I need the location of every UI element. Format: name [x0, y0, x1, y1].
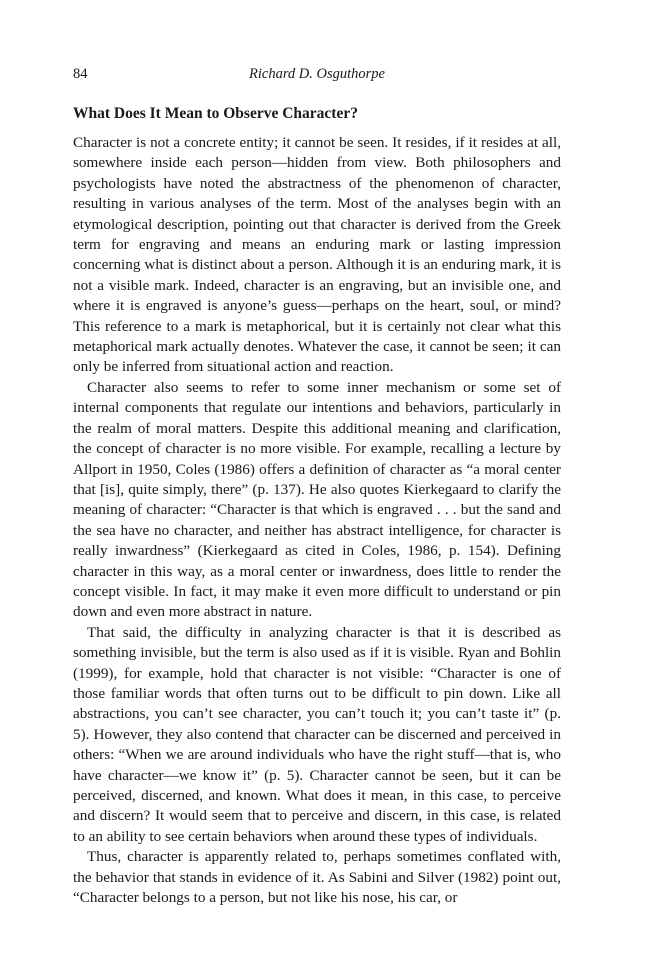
body-text: [73, 133, 561, 908]
section-heading: What Does It Mean to Observe Character?: [73, 105, 358, 122]
paragraph: That said, the difficulty in analyzing character is that it is described as something invisible, but the term is also used as if it is visible. Ryan and Bohlin (1999), for example, hold that character is not visible: “Character is one of those familiar words that often turns out to be difficult to pin down. Like all abstractions, you can’t see character, you can’t touch it; you can’t taste it” (p. 5). However, they also contend that character can be discerned and perceived in others: “When we are around individuals who have the right stuff—that is, who have character—we know it” (p. 5). Character cannot be seen, but it can be perceived, discerned, and known. What does it mean, in this case, to perceive and discern? It would seem that to perceive and discern, in this case, is related to an ability to see certain behaviors when around these types of individuals.: [73, 623, 561, 845]
running-head: [73, 66, 561, 88]
paragraph: Character also seems to refer to some inner mechanism or some set of internal components that regulate our intentions and behaviors, particularly in the realm of moral matters. Despite this additional meaning and clarification, the concept of character is no more visible. For example, recalling a lecture by Allport in 1950, Coles (1986) offers a definition of character as “a moral center that [is], quite simply, there” (p. 137). He also quotes Kierkegaard to clarify the meaning of character: “Character is that which is engraved . . . but the sand and the sea have no character, and neither has abstract intelligence, for character is really inwardness” (Kierkegaard as cited in Coles, 1986, p. 154). Defining character in this way, as a moral center or inwardness, does little to render the concept visible. In fact, it may make it even more difficult to understand or pin down and even more abstract in nature.: [73, 378, 561, 621]
book-page: [73, 66, 561, 908]
paragraph: Thus, character is apparently related to, perhaps sometimes conflated with, the behavior that stands in evidence of it. As Sabini and Silver (1982) point out, “Character belongs to a person, but not like his nose, his car, or: [73, 848, 561, 907]
page-number: 84: [73, 66, 88, 82]
paragraph: Character is not a concrete entity; it cannot be seen. It resides, if it resides at all, somewhere inside each person—hidden from view. Both philosophers and psychologists have noted the abstractness of the phenomenon of character, resulting in various analyses of the term. Most of the analyses begin with an etymological description, pointing out that character is derived from the Greek term for engraving and means an enduring mark or lasting impression concerning what is distinct about a person. Although it is an enduring mark, it is not a visible mark. Indeed, character is an engraving, but an invisible one, and where it is engraved is anyone’s guess—perhaps on the heart, soul, or mind? This reference to a mark is metaphorical, but it is certainly not clear what this metaphorical mark actually denotes. Whatever the case, it cannot be seen; it can only be inferred from situational action and reaction.: [73, 134, 561, 376]
running-head-author: Richard D. Osguthorpe: [249, 66, 385, 82]
